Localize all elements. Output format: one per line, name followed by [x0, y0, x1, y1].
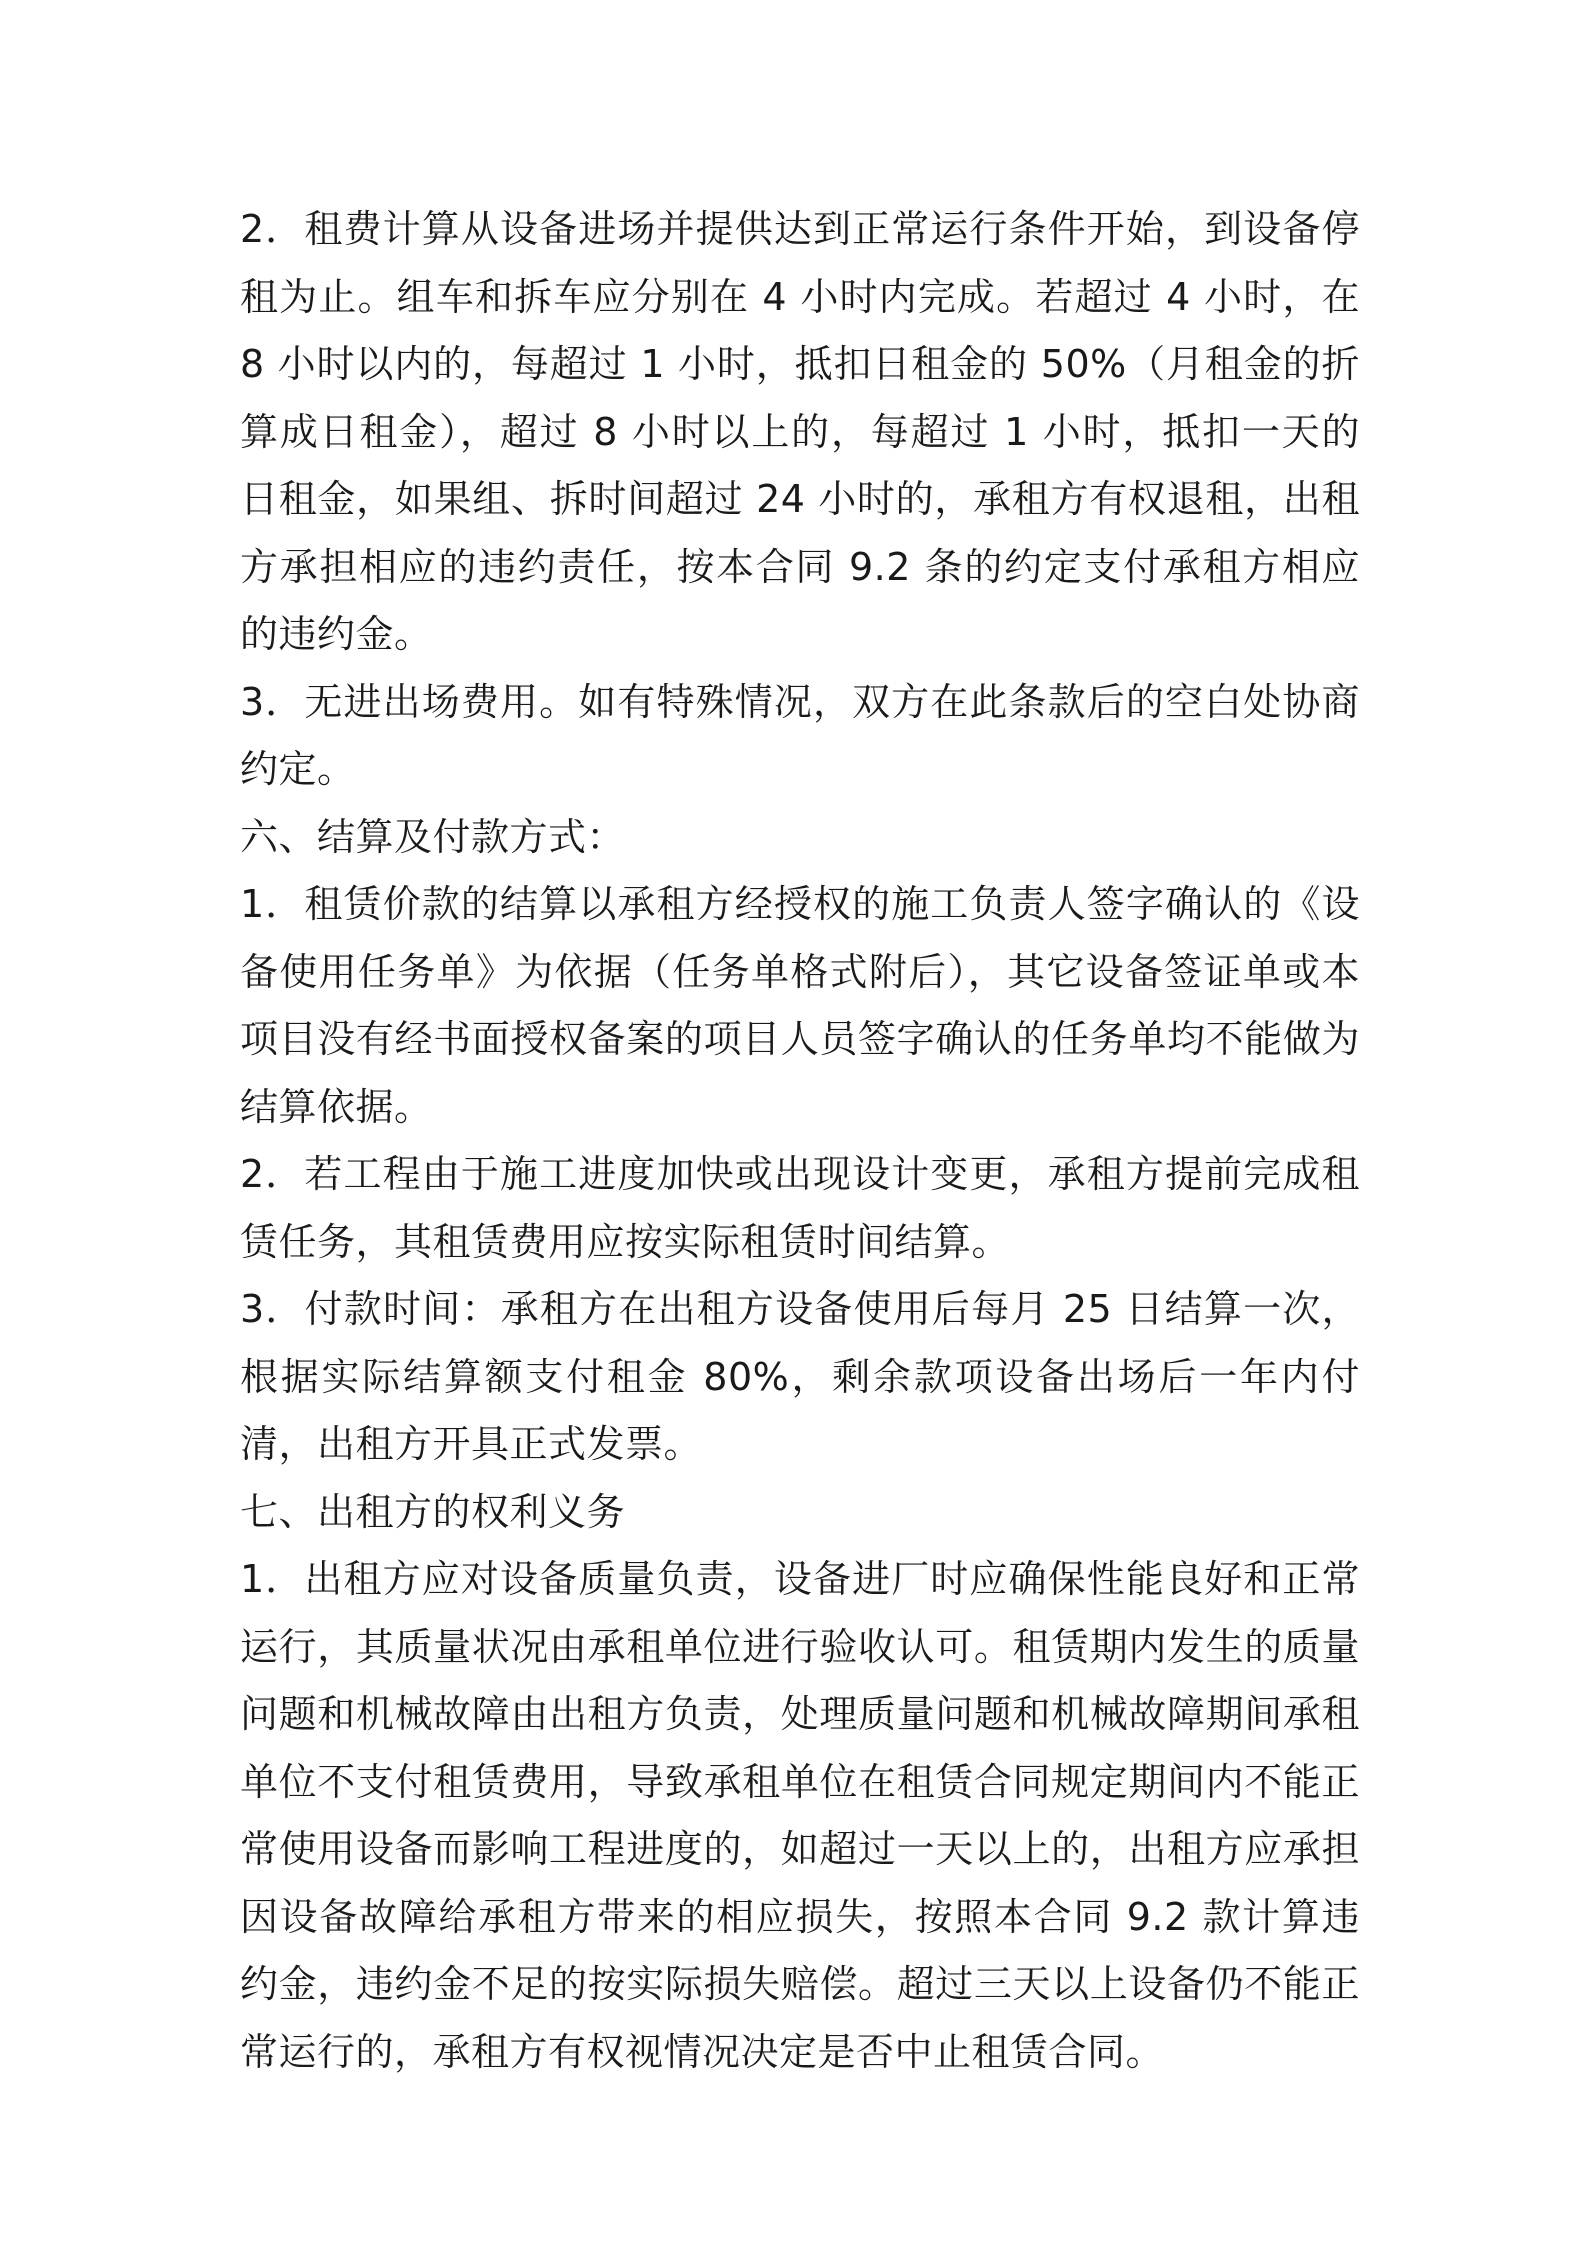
- document-body: [240, 196, 1360, 2086]
- clause-6-1-settlement-basis: 1．租赁价款的结算以承租方经授权的施工负责人签字确认的《设备使用任务单》为依据（任务单格式附后），其它设备签证单或本项目没有经书面授权备案的项目人员签字确认的任务单均不能做为结算依据。: [240, 882, 1360, 1129]
- section-heading-lessor-rights: 七、出租方的权利义务: [240, 1489, 626, 1534]
- section-heading-settlement: 六、结算及付款方式：: [240, 814, 626, 859]
- clause-6-3-payment-time: 3．付款时间：承租方在出租方设备使用后每月 25 日结算一次，根据实际结算额支付租金 80%，剩余款项设备出场后一年内付清，出租方开具正式发票。: [240, 1287, 1360, 1466]
- clause-6-2-early-completion: 2．若工程由于施工进度加快或出现设计变更，承租方提前完成租赁任务，其租赁费用应按实际租赁时间结算。: [240, 1152, 1360, 1264]
- clause-5-2-rent-calculation: 2．租费计算从设备进场并提供达到正常运行条件开始，到设备停租为止。组车和拆车应分别在 4 小时内完成。若超过 4 小时，在 8 小时以内的，每超过 1 小时，抵扣日租金的 50%（月租金的折算成日租金），超过 8 小时以上的，每超过 1 小时，抵扣一天的日租金，如果组、拆时间超过 24 小时的，承租方有权退租，出租方承担相应的违约责任，按本合同 9.2 条的约定支付承租方相应的违约金。: [240, 207, 1360, 656]
- clause-7-1-equipment-quality: 1．出租方应对设备质量负责，设备进厂时应确保性能良好和正常运行，其质量状况由承租单位进行验收认可。租赁期内发生的质量问题和机械故障由出租方负责，处理质量问题和机械故障期间承租单位不支付租赁费用，导致承租单位在租赁合同规定期间内不能正常使用设备而影响工程进度的，如超过一天以上的，出租方应承担因设备故障给承租方带来的相应损失，按照本合同 9.2 款计算违约金，违约金不足的按实际损失赔偿。超过三天以上设备仍不能正常运行的，承租方有权视情况决定是否中止租赁合同。: [240, 1557, 1360, 2074]
- clause-5-3-entry-exit-fees: 3．无进出场费用。如有特殊情况，双方在此条款后的空白处协商约定。: [240, 679, 1360, 791]
